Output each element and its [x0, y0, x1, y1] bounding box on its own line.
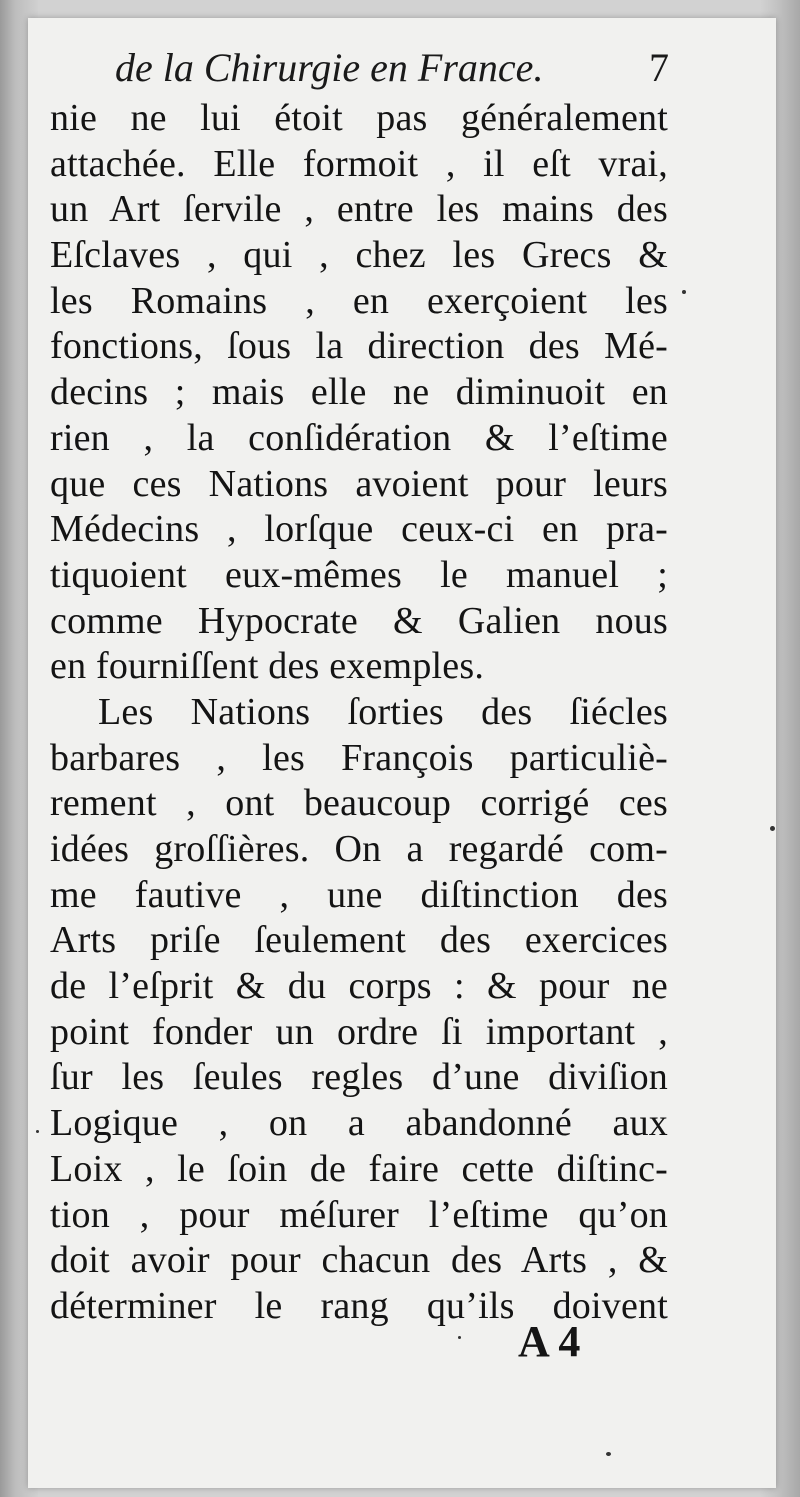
paragraph-first-line: Les Nations ſorties des ſiécles [98, 690, 668, 733]
text-line: tion , pour méſurer l’eſtime qu’on [50, 1193, 668, 1236]
text-line: idées groſſières. On a regardé com- [50, 828, 668, 870]
text-line: point fonder un ordre ſi important , [50, 1010, 668, 1053]
text-line: fonctions, ſous la direction des Mé- [50, 325, 668, 368]
text-line: doit avoir pour chacun des Arts , & [50, 1239, 668, 1282]
text-line: barbares , les François particuliè- [50, 736, 668, 779]
text-line: me fautive , une diſtinction des [50, 873, 668, 916]
text-line: un Art ſervile , entre les mains des [50, 188, 668, 231]
running-header [115, 38, 675, 98]
text-line: de l’eſprit & du corps : & pour ne [50, 965, 668, 1008]
text-line: Médecins , lorſque ceux-ci en pra- [50, 508, 668, 551]
text-line: en fourniſſent des exemples. [50, 645, 485, 688]
text-line: que ces Nations avoient pour leurs [50, 462, 668, 505]
text-line: rement , ont beaucoup corrigé ces [50, 782, 668, 825]
signature-mark: A 4 [518, 1317, 581, 1366]
body-text [50, 96, 668, 1330]
text-line: attachée. Elle formoit , il eſt vrai, [50, 142, 668, 185]
text-line: rien , la conſidération & l’eſtime [50, 416, 668, 459]
running-title: de la Chirurgie en France. [115, 45, 544, 90]
text-line: Logique , on a abandonné aux [50, 1102, 668, 1145]
scan-speck [458, 1336, 461, 1339]
text-line: les Romains , en exerçoient les [50, 279, 668, 322]
text-line: comme Hypocrate & Galien nous [50, 599, 668, 642]
scan-speck [36, 1130, 39, 1133]
scan-speck [770, 826, 775, 831]
scan-speck [682, 290, 686, 294]
text-line: decins ; mais elle ne diminuoit en [50, 371, 668, 414]
text-line: ſur les ſeules regles d’une diviſion [50, 1056, 668, 1099]
text-line: nie ne lui étoit pas généralement [50, 97, 668, 139]
scan-speck [606, 1452, 611, 1456]
text-line: déterminer le rang qu’ils doivent [50, 1284, 668, 1327]
text-line: Eſclaves , qui , chez les Grecs & [50, 234, 668, 277]
text-line: Loix , le ſoin de faire cette diſtinc- [50, 1147, 668, 1190]
text-line: Arts priſe ſeulement des exercices [50, 919, 668, 962]
text-line: tiquoient eux-mêmes le manuel ; [50, 553, 668, 596]
page-number: 7 [649, 45, 669, 90]
